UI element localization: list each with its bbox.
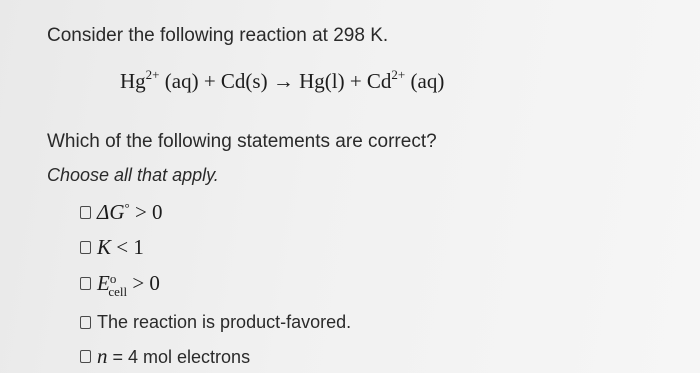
checkbox[interactable]	[80, 277, 91, 290]
checkbox[interactable]	[80, 316, 91, 329]
option-e-cell[interactable]	[80, 270, 160, 299]
relation: > 0	[127, 270, 160, 295]
k-symbol: K	[97, 234, 112, 259]
equation-end: (aq)	[405, 69, 445, 93]
relation: = 4 mol electrons	[107, 346, 251, 367]
option-product-favored[interactable]	[80, 309, 351, 335]
equation-middle: (aq) + Cd(s) → Hg(l) + Cd	[159, 69, 392, 93]
option-label: The reaction is product-favored.	[97, 311, 352, 332]
choose-all-instruction: Choose all that apply.	[47, 165, 219, 185]
delta-g-symbol: ΔG	[97, 199, 125, 224]
reaction-equation	[120, 67, 444, 94]
reactant-mercury: Hg	[120, 69, 146, 93]
n-symbol: n	[97, 343, 108, 368]
option-label	[97, 235, 144, 260]
option-n-electrons[interactable]	[80, 343, 250, 369]
question-intro: Consider the following reaction at 298 K.	[47, 25, 389, 46]
option-label	[97, 344, 250, 369]
checkbox[interactable]	[80, 206, 91, 219]
checkbox[interactable]	[80, 350, 91, 363]
standard-state-mark: o	[109, 270, 117, 286]
e-symbol: E	[97, 270, 110, 295]
option-k[interactable]	[80, 234, 144, 260]
option-delta-g[interactable]	[80, 199, 163, 225]
standard-state-mark: °	[124, 199, 130, 215]
checkbox[interactable]	[80, 241, 91, 254]
relation: < 1	[111, 234, 144, 259]
cell-subscript: cell	[108, 283, 128, 299]
option-label	[97, 200, 163, 225]
relation: > 0	[129, 199, 163, 224]
cadmium-ion-charge: 2+	[391, 67, 406, 82]
option-label	[97, 270, 160, 299]
question-prompt: Which of the following statements are correct?	[47, 131, 437, 152]
mercury-ion-charge: 2+	[145, 67, 160, 82]
